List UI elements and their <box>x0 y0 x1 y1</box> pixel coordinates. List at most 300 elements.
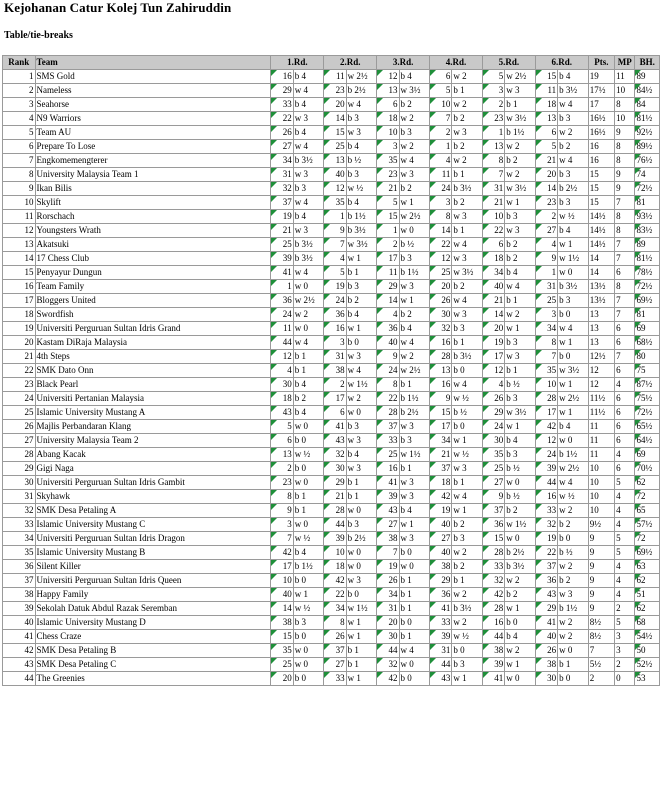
rank-cell: 20 <box>3 336 36 350</box>
round-2-opponent-cell: 1 <box>324 210 346 224</box>
round-1-result-cell: w 0 <box>293 644 324 658</box>
round-1-opponent-cell: 34 <box>271 154 293 168</box>
round-5-result-cell: b ½ <box>505 490 536 504</box>
round-2-result-cell: b 2 <box>346 294 377 308</box>
points-cell: 14 <box>588 266 614 280</box>
round-3-result-cell: w 1 <box>399 294 430 308</box>
round-2-result-cell: b 0 <box>346 336 377 350</box>
round-2-result-cell: w 4 <box>346 364 377 378</box>
team-name-cell: Engkomemengterer <box>35 154 271 168</box>
rank-cell: 38 <box>3 588 36 602</box>
points-cell: 16 <box>588 140 614 154</box>
match-points-cell: 4 <box>615 490 635 504</box>
round-1-opponent-cell: 17 <box>271 560 293 574</box>
points-cell: 16 <box>588 154 614 168</box>
buchholz-cell: 69½ <box>635 546 660 560</box>
rank-cell: 44 <box>3 672 36 686</box>
round-4-result-cell: b 2 <box>452 518 483 532</box>
round-3-opponent-cell: 29 <box>377 280 399 294</box>
round-3-result-cell: w 4 <box>399 154 430 168</box>
round-4-opponent-cell: 18 <box>430 476 452 490</box>
rank-cell: 42 <box>3 644 36 658</box>
round-6-opponent-cell: 34 <box>535 322 557 336</box>
round-4-result-cell: w 4 <box>452 378 483 392</box>
team-name-cell: University Malaysia Team 2 <box>35 434 271 448</box>
buchholz-cell: 75½ <box>635 392 660 406</box>
round-3-result-cell: w 3 <box>399 280 430 294</box>
round-2-result-cell: b 1 <box>346 644 377 658</box>
round-5-result-cell: w 2 <box>505 644 536 658</box>
rank-cell: 15 <box>3 266 36 280</box>
round-3-result-cell: w 3 <box>399 420 430 434</box>
round-3-result-cell: b 0 <box>399 616 430 630</box>
round-6-result-cell: b 2 <box>558 140 589 154</box>
round-2-opponent-cell: 35 <box>324 196 346 210</box>
round-3-result-cell: b 4 <box>399 70 430 84</box>
round-1-result-cell: b 2 <box>293 392 324 406</box>
buchholz-cell: 69½ <box>635 294 660 308</box>
round-5-result-cell: w 0 <box>505 672 536 686</box>
rank-cell: 11 <box>3 210 36 224</box>
round-3-opponent-cell: 19 <box>377 560 399 574</box>
table-subtitle: Table/tie-breaks <box>4 30 73 41</box>
round-2-result-cell: b 1 <box>346 476 377 490</box>
rank-cell: 10 <box>3 196 36 210</box>
round-6-opponent-cell: 16 <box>535 490 557 504</box>
round-3-opponent-cell: 32 <box>377 658 399 672</box>
team-name-cell: Team AU <box>35 126 271 140</box>
round-4-result-cell: b 2 <box>452 196 483 210</box>
standings-table <box>2 55 660 686</box>
round-5-opponent-cell: 1 <box>482 126 504 140</box>
team-name-cell: Swordfish <box>35 308 271 322</box>
round-1-opponent-cell: 37 <box>271 196 293 210</box>
round-4-result-cell: b 1 <box>452 574 483 588</box>
round-5-opponent-cell: 37 <box>482 504 504 518</box>
round-3-opponent-cell: 7 <box>377 546 399 560</box>
match-points-cell: 6 <box>615 462 635 476</box>
round-5-result-cell: b 1 <box>505 294 536 308</box>
round-5-result-cell: b 4 <box>505 266 536 280</box>
points-cell: 8½ <box>588 630 614 644</box>
round-4-result-cell: w ½ <box>452 392 483 406</box>
team-name-cell: Gigi Naga <box>35 462 271 476</box>
buchholz-cell: 75 <box>635 364 660 378</box>
points-cell: 9 <box>588 532 614 546</box>
rank-cell: 28 <box>3 448 36 462</box>
points-cell: 16½ <box>588 112 614 126</box>
buchholz-cell: 69 <box>635 322 660 336</box>
match-points-cell: 7 <box>615 350 635 364</box>
buchholz-cell: 53 <box>635 672 660 686</box>
team-name-cell: Skylift <box>35 196 271 210</box>
table-row <box>3 392 660 406</box>
table-row <box>3 602 660 616</box>
round-2-opponent-cell: 5 <box>324 266 346 280</box>
round-2-opponent-cell: 6 <box>324 406 346 420</box>
round-6-opponent-cell: 35 <box>535 364 557 378</box>
round-4-opponent-cell: 4 <box>430 154 452 168</box>
round-1-result-cell: b 1 <box>293 350 324 364</box>
round-2-result-cell: b 4 <box>346 448 377 462</box>
round-5-opponent-cell: 36 <box>482 518 504 532</box>
round-4-result-cell: b 1 <box>452 84 483 98</box>
match-points-cell: 6 <box>615 266 635 280</box>
table-row <box>3 294 660 308</box>
round-4-result-cell: b 0 <box>452 420 483 434</box>
round-5-result-cell: b 3 <box>505 392 536 406</box>
round-6-result-cell: w 2 <box>558 630 589 644</box>
round-5-opponent-cell: 34 <box>482 266 504 280</box>
round-3-result-cell: b 0 <box>399 546 430 560</box>
buchholz-cell: 69 <box>635 448 660 462</box>
team-name-cell: Abang Kacak <box>35 448 271 462</box>
round-2-result-cell: w 1 <box>346 616 377 630</box>
round-3-opponent-cell: 27 <box>377 518 399 532</box>
round-3-result-cell: b 1 <box>399 602 430 616</box>
round-3-result-cell: w 1 <box>399 518 430 532</box>
team-name-cell: Penyayur Dungun <box>35 266 271 280</box>
match-points-cell: 7 <box>615 238 635 252</box>
match-points-cell: 9 <box>615 126 635 140</box>
round-3-result-cell: w 4 <box>399 336 430 350</box>
buchholz-cell: 78½ <box>635 266 660 280</box>
match-points-cell: 6 <box>615 406 635 420</box>
round-3-result-cell: b 2 <box>399 182 430 196</box>
buchholz-cell: 92½ <box>635 126 660 140</box>
round-4-result-cell: b 3 <box>452 322 483 336</box>
round-6-opponent-cell: 5 <box>535 140 557 154</box>
points-cell: 13 <box>588 308 614 322</box>
round-4-opponent-cell: 37 <box>430 462 452 476</box>
table-row <box>3 616 660 630</box>
round-6-result-cell: w 3½ <box>558 364 589 378</box>
match-points-cell: 6 <box>615 392 635 406</box>
round-6-opponent-cell: 1 <box>535 266 557 280</box>
round-2-opponent-cell: 9 <box>324 224 346 238</box>
round-2-result-cell: w 0 <box>346 406 377 420</box>
round-3-opponent-cell: 5 <box>377 196 399 210</box>
header-match-points: MP <box>615 56 635 70</box>
team-name-cell: Youngsters Wrath <box>35 224 271 238</box>
round-4-result-cell: w 1 <box>452 434 483 448</box>
round-6-opponent-cell: 38 <box>535 658 557 672</box>
round-4-opponent-cell: 40 <box>430 546 452 560</box>
match-points-cell: 8 <box>615 140 635 154</box>
round-4-opponent-cell: 28 <box>430 350 452 364</box>
round-1-result-cell: b 4 <box>293 546 324 560</box>
round-5-result-cell: w 2 <box>505 168 536 182</box>
round-1-opponent-cell: 2 <box>271 462 293 476</box>
round-1-opponent-cell: 4 <box>271 364 293 378</box>
round-2-result-cell: b 4 <box>346 308 377 322</box>
round-5-opponent-cell: 41 <box>482 672 504 686</box>
table-row <box>3 140 660 154</box>
rank-cell: 21 <box>3 350 36 364</box>
rank-cell: 41 <box>3 630 36 644</box>
round-1-result-cell: b 4 <box>293 98 324 112</box>
round-3-opponent-cell: 16 <box>377 462 399 476</box>
round-3-opponent-cell: 11 <box>377 266 399 280</box>
round-6-result-cell: b 1 <box>558 658 589 672</box>
table-row <box>3 560 660 574</box>
round-6-result-cell: b ½ <box>558 546 589 560</box>
round-4-opponent-cell: 38 <box>430 560 452 574</box>
match-points-cell: 4 <box>615 560 635 574</box>
round-1-opponent-cell: 12 <box>271 350 293 364</box>
round-6-result-cell: w 0 <box>558 266 589 280</box>
match-points-cell: 3 <box>615 644 635 658</box>
round-3-result-cell: w 2 <box>399 350 430 364</box>
round-1-result-cell: w 3 <box>293 224 324 238</box>
round-1-result-cell: b 3½ <box>293 252 324 266</box>
round-4-result-cell: w 3 <box>452 252 483 266</box>
round-1-result-cell: b 0 <box>293 630 324 644</box>
buchholz-cell: 72 <box>635 532 660 546</box>
round-2-opponent-cell: 33 <box>324 672 346 686</box>
round-6-result-cell: b 2 <box>558 518 589 532</box>
team-name-cell: Rorschach <box>35 210 271 224</box>
round-4-opponent-cell: 36 <box>430 588 452 602</box>
rank-cell: 18 <box>3 308 36 322</box>
round-3-opponent-cell: 18 <box>377 112 399 126</box>
round-5-opponent-cell: 3 <box>482 84 504 98</box>
rank-cell: 40 <box>3 616 36 630</box>
round-2-opponent-cell: 23 <box>324 84 346 98</box>
round-6-result-cell: b 4 <box>558 224 589 238</box>
round-5-opponent-cell: 17 <box>482 350 504 364</box>
round-4-opponent-cell: 15 <box>430 406 452 420</box>
round-1-opponent-cell: 8 <box>271 490 293 504</box>
round-6-result-cell: w 4 <box>558 476 589 490</box>
round-5-opponent-cell: 22 <box>482 224 504 238</box>
round-2-opponent-cell: 10 <box>324 546 346 560</box>
round-4-opponent-cell: 33 <box>430 616 452 630</box>
rank-cell: 33 <box>3 518 36 532</box>
round-6-result-cell: w 2 <box>558 126 589 140</box>
round-6-result-cell: b 2 <box>558 574 589 588</box>
match-points-cell: 8 <box>615 98 635 112</box>
round-5-opponent-cell: 19 <box>482 336 504 350</box>
round-4-result-cell: b 3½ <box>452 182 483 196</box>
round-1-result-cell: w 3 <box>293 168 324 182</box>
round-1-opponent-cell: 30 <box>271 378 293 392</box>
round-3-opponent-cell: 20 <box>377 616 399 630</box>
round-1-opponent-cell: 41 <box>271 266 293 280</box>
round-1-result-cell: w 0 <box>293 280 324 294</box>
round-4-result-cell: b 3 <box>452 658 483 672</box>
table-row <box>3 350 660 364</box>
round-5-result-cell: w 3 <box>505 84 536 98</box>
round-6-result-cell: b 3 <box>558 294 589 308</box>
round-3-opponent-cell: 44 <box>377 644 399 658</box>
round-3-result-cell: b 2 <box>399 308 430 322</box>
team-name-cell: Universiti Perguruan Sultan Idris Dragon <box>35 532 271 546</box>
team-name-cell: 4th Steps <box>35 350 271 364</box>
match-points-cell: 7 <box>615 196 635 210</box>
round-2-opponent-cell: 13 <box>324 154 346 168</box>
team-name-cell: Islamic University Mustang A <box>35 406 271 420</box>
team-name-cell: Sekolah Datuk Abdul Razak Seremban <box>35 602 271 616</box>
team-name-cell: Bloggers United <box>35 294 271 308</box>
rank-cell: 24 <box>3 392 36 406</box>
round-3-result-cell: w 1½ <box>399 448 430 462</box>
round-5-result-cell: w 1 <box>505 602 536 616</box>
round-1-opponent-cell: 26 <box>271 126 293 140</box>
round-2-result-cell: w 2 <box>346 392 377 406</box>
table-row <box>3 476 660 490</box>
round-4-opponent-cell: 3 <box>430 196 452 210</box>
round-2-opponent-cell: 36 <box>324 308 346 322</box>
round-1-opponent-cell: 25 <box>271 658 293 672</box>
rank-cell: 31 <box>3 490 36 504</box>
round-1-opponent-cell: 22 <box>271 112 293 126</box>
buchholz-cell: 70½ <box>635 462 660 476</box>
table-row <box>3 462 660 476</box>
round-5-result-cell: w 1½ <box>505 518 536 532</box>
round-2-opponent-cell: 8 <box>324 616 346 630</box>
round-1-opponent-cell: 39 <box>271 252 293 266</box>
round-6-opponent-cell: 4 <box>535 238 557 252</box>
round-1-result-cell: b 3½ <box>293 154 324 168</box>
round-1-opponent-cell: 19 <box>271 210 293 224</box>
round-3-opponent-cell: 15 <box>377 210 399 224</box>
round-3-result-cell: w 0 <box>399 658 430 672</box>
table-row <box>3 490 660 504</box>
round-1-result-cell: w 0 <box>293 658 324 672</box>
round-5-result-cell: w 0 <box>505 532 536 546</box>
round-1-opponent-cell: 9 <box>271 504 293 518</box>
match-points-cell: 10 <box>615 112 635 126</box>
header-round-5: 5.Rd. <box>482 56 535 70</box>
match-points-cell: 4 <box>615 504 635 518</box>
table-row <box>3 196 660 210</box>
rank-cell: 37 <box>3 574 36 588</box>
buchholz-cell: 62 <box>635 602 660 616</box>
rank-cell: 32 <box>3 504 36 518</box>
round-3-opponent-cell: 25 <box>377 448 399 462</box>
round-1-result-cell: w 3 <box>293 112 324 126</box>
round-3-opponent-cell: 37 <box>377 420 399 434</box>
round-3-opponent-cell: 33 <box>377 434 399 448</box>
round-2-result-cell: b 3½ <box>346 224 377 238</box>
round-1-opponent-cell: 13 <box>271 448 293 462</box>
buchholz-cell: 81 <box>635 308 660 322</box>
round-4-opponent-cell: 27 <box>430 532 452 546</box>
round-5-opponent-cell: 7 <box>482 168 504 182</box>
buchholz-cell: 89 <box>635 238 660 252</box>
round-5-result-cell: b 0 <box>505 616 536 630</box>
round-2-opponent-cell: 38 <box>324 364 346 378</box>
points-cell: 10 <box>588 490 614 504</box>
round-4-result-cell: w 1 <box>452 504 483 518</box>
round-5-opponent-cell: 21 <box>482 196 504 210</box>
round-4-result-cell: w 4 <box>452 490 483 504</box>
round-6-result-cell: b 0 <box>558 350 589 364</box>
round-2-result-cell: w 3 <box>346 434 377 448</box>
round-2-opponent-cell: 16 <box>324 322 346 336</box>
round-6-opponent-cell: 43 <box>535 588 557 602</box>
points-cell: 13½ <box>588 294 614 308</box>
round-5-result-cell: b 2 <box>505 588 536 602</box>
round-4-result-cell: b ½ <box>452 406 483 420</box>
round-5-opponent-cell: 30 <box>482 434 504 448</box>
points-cell: 9 <box>588 602 614 616</box>
points-cell: 17½ <box>588 84 614 98</box>
match-points-cell: 7 <box>615 308 635 322</box>
round-4-opponent-cell: 7 <box>430 112 452 126</box>
table-row <box>3 70 660 84</box>
round-1-result-cell: b 3 <box>293 616 324 630</box>
round-6-opponent-cell: 18 <box>535 98 557 112</box>
round-5-opponent-cell: 25 <box>482 462 504 476</box>
round-6-result-cell: w 0 <box>558 434 589 448</box>
round-4-result-cell: w ½ <box>452 630 483 644</box>
round-4-result-cell: w 2 <box>452 154 483 168</box>
points-cell: 12 <box>588 378 614 392</box>
round-1-result-cell: b 0 <box>293 574 324 588</box>
table-row <box>3 504 660 518</box>
table-row <box>3 252 660 266</box>
round-1-result-cell: b 3½ <box>293 238 324 252</box>
round-6-opponent-cell: 22 <box>535 546 557 560</box>
points-cell: 15 <box>588 196 614 210</box>
round-6-opponent-cell: 11 <box>535 84 557 98</box>
match-points-cell: 5 <box>615 616 635 630</box>
round-6-result-cell: w 1½ <box>558 252 589 266</box>
match-points-cell: 6 <box>615 434 635 448</box>
round-4-opponent-cell: 26 <box>430 294 452 308</box>
round-3-result-cell: b ½ <box>399 238 430 252</box>
round-3-opponent-cell: 1 <box>377 224 399 238</box>
table-row <box>3 126 660 140</box>
round-3-opponent-cell: 17 <box>377 252 399 266</box>
round-4-opponent-cell: 30 <box>430 308 452 322</box>
team-name-cell: Universiti Perguruan Sultan Idris Grand <box>35 322 271 336</box>
points-cell: 15 <box>588 182 614 196</box>
round-1-opponent-cell: 29 <box>271 84 293 98</box>
buchholz-cell: 80 <box>635 350 660 364</box>
round-2-result-cell: w ½ <box>346 182 377 196</box>
round-2-result-cell: w 1 <box>346 252 377 266</box>
round-6-result-cell: w ½ <box>558 210 589 224</box>
header-round-3: 3.Rd. <box>377 56 430 70</box>
round-2-result-cell: w 1½ <box>346 378 377 392</box>
round-2-result-cell: b 2½ <box>346 84 377 98</box>
rank-cell: 2 <box>3 84 36 98</box>
round-1-result-cell: w 4 <box>293 140 324 154</box>
points-cell: 11 <box>588 420 614 434</box>
table-row <box>3 588 660 602</box>
table-header-row <box>3 56 660 70</box>
team-name-cell: Islamic University Mustang C <box>35 518 271 532</box>
round-4-result-cell: b 1 <box>452 476 483 490</box>
round-3-opponent-cell: 26 <box>377 574 399 588</box>
round-5-opponent-cell: 16 <box>482 616 504 630</box>
round-6-opponent-cell: 6 <box>535 126 557 140</box>
buchholz-cell: 81 <box>635 196 660 210</box>
round-3-result-cell: w 3½ <box>399 84 430 98</box>
round-2-opponent-cell: 14 <box>324 112 346 126</box>
round-6-opponent-cell: 25 <box>535 294 557 308</box>
round-4-result-cell: w 2 <box>452 546 483 560</box>
table-row <box>3 420 660 434</box>
round-1-opponent-cell: 33 <box>271 98 293 112</box>
round-5-opponent-cell: 42 <box>482 588 504 602</box>
round-3-opponent-cell: 28 <box>377 406 399 420</box>
round-2-result-cell: b 3 <box>346 518 377 532</box>
round-2-opponent-cell: 27 <box>324 658 346 672</box>
